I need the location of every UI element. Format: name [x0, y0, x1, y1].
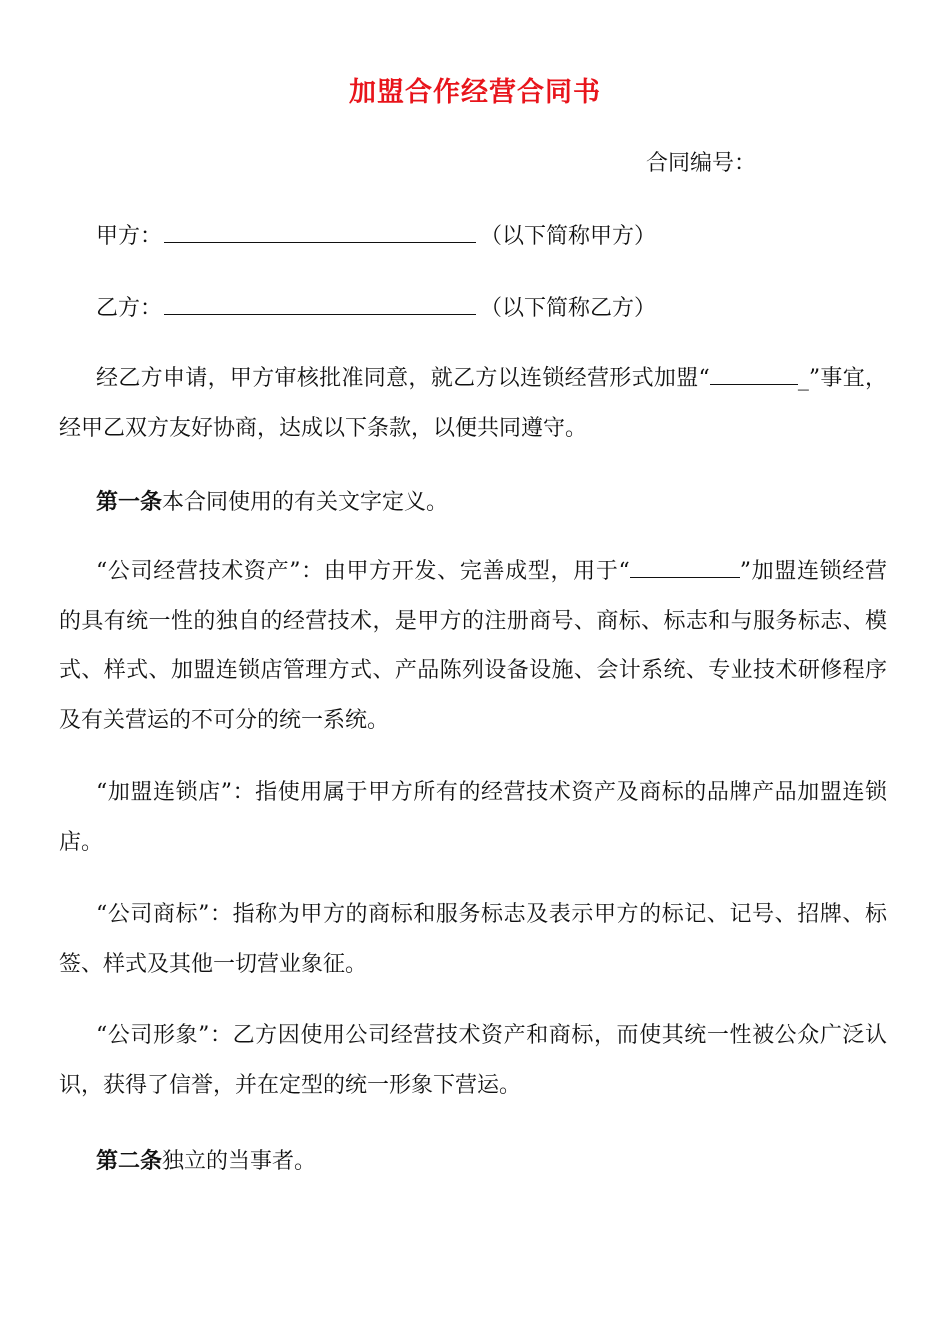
party-b-line: [96, 291, 656, 322]
party-a-line: [96, 219, 656, 250]
intro-text-2: ”事宜，经甲乙双方友好协商，达成以下条款，以便共同遵守。: [59, 366, 888, 441]
definition-assets-blank: [630, 555, 740, 578]
party-a-blank: [164, 220, 476, 243]
article-2-heading: 第二条: [96, 1149, 163, 1174]
party-a-label: 甲方：: [96, 224, 163, 249]
definition-assets-text-2: ”加盟连锁经营的具有统一性的独自的经营技术，是甲方的注册商号、商标、标志和与服务标志、模式、样式、加盟连锁店管理方式、产品陈列设备设施、会计系统、专业技术研修程序及有关营运的不可分的统一系统。: [59, 559, 887, 733]
article-2: [96, 1144, 316, 1175]
definition-assets: [59, 547, 887, 745]
article-1: [96, 485, 448, 516]
definition-store: “加盟连锁店”：指使用属于甲方所有的经营技术资产及商标的品牌产品加盟连锁店。: [59, 780, 887, 855]
intro-paragraph: [59, 354, 887, 453]
intro-text-2-start: _: [797, 366, 809, 391]
definition-assets-text-1: “公司经营技术资产”：由甲方开发、完善成型，用于“: [96, 559, 630, 584]
party-b-suffix: （以下简称乙方）: [480, 296, 657, 321]
party-b-blank: [164, 292, 476, 315]
definition-image: “公司形象”：乙方因使用公司经营技术资产和商标，而使其统一性被公众广泛认识，获得了信誉，并在定型的统一形象下营运。: [59, 1023, 887, 1098]
definition-trademark: “公司商标”：指称为甲方的商标和服务标志及表示甲方的标记、记号、招牌、标签、样式及其他一切营业象征。: [59, 902, 887, 977]
intro-blank: [710, 362, 798, 385]
article-1-heading: 第一条: [96, 490, 163, 515]
document-title: 加盟合作经营合同书: [349, 77, 601, 108]
article-1-text: 本合同使用的有关文字定义。: [162, 490, 449, 515]
party-b-label: 乙方：: [96, 296, 163, 321]
intro-text-1: 经乙方申请，甲方审核批准同意，就乙方以连锁经营形式加盟“: [96, 366, 710, 391]
article-2-text: 独立的当事者。: [162, 1149, 317, 1174]
contract-number-label: 合同编号：: [646, 151, 757, 176]
party-a-suffix: （以下简称甲方）: [480, 224, 657, 249]
